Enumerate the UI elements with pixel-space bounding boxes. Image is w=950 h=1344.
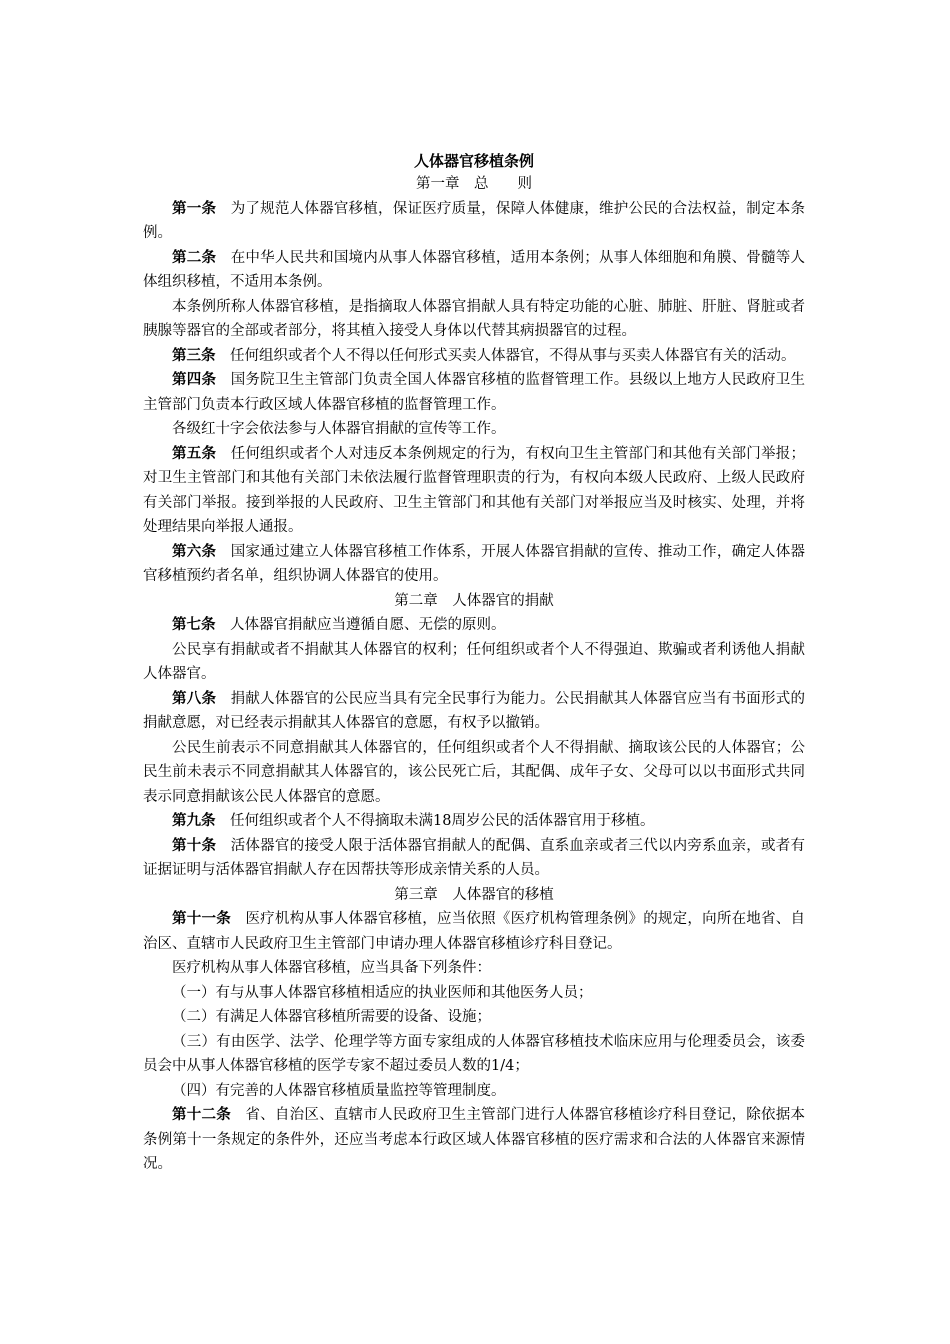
article-paragraph [143,834,805,883]
article-paragraph [143,540,805,589]
article-text: 医疗机构从事人体器官移植，应当依照《医疗机构管理条例》的规定，向所在地省、自治区、直辖市人民政府卫生主管部门申请办理人体器官移植诊疗科目登记。 [143,911,806,952]
body-paragraph: （四）有完善的人体器官移植质量监控等管理制度。 [172,1082,506,1099]
body-paragraph: 本条例所称人体器官移植，是指摘取人体器官捐献人具有特定功能的心脏、肺脏、肝脏、肾脏或者胰腺等器官的全部或者部分，将其植入接受人身体以代替其病损器官的过程。 [143,298,805,339]
body-paragraph: （二）有满足人体器官移植所需要的设备、设施； [172,1009,491,1025]
chapter-heading: 第一章 总 则 [416,176,532,192]
body-paragraph: 医疗机构从事人体器官移植，应当具备下列条件： [172,960,491,976]
article-text: 人体器官捐献应当遵循自愿、无偿的原则。 [230,617,506,633]
article-text: 为了规范人体器官移植，保证医疗质量，保障人体健康，维护公民的合法权益，制定本条例。 [143,200,806,241]
article-paragraph [143,197,805,246]
article-text: 省、自治区、直辖市人民政府卫生主管部门进行人体器官移植诊疗科目登记，除依据本条例第十一条规定的条件外，还应当考虑本行政区域人体器官移植的医疗需求和合法的人体器官来源情况。 [143,1107,806,1172]
article-label: 第九条 [172,812,216,829]
article-paragraph [143,442,805,540]
article-paragraph [143,907,805,956]
article-paragraph [143,809,805,834]
article-paragraph [143,687,805,736]
article-label: 第八条 [172,689,217,707]
body-paragraph: （三）有由医学、法学、伦理学等方面专家组成的人体器官移植技术临床应用与伦理委员会，该委员会中从事人体器官移植的医学专家不超过委员人数的1/4； [143,1033,805,1074]
document-title: 人体器官移植条例 [413,152,534,170]
article-label: 第十条 [172,836,217,854]
article-label: 第三条 [172,346,216,364]
article-label: 第五条 [172,444,217,462]
article-label: 第六条 [172,542,217,560]
article-label: 第十一条 [172,910,231,927]
document-body [143,172,805,1177]
article-text: 任何组织或者个人对违反本条例规定的行为，有权向卫生主管部门和其他有关部门举报；对卫生主管部门和其他有关部门未依法履行监督管理职责的行为，有权向本级人民政府、上级人民政府有关部门举报。接到举报的人民政府、卫生主管部门和其他有关部门对举报应当及时核实、处理，并将处理结果向举报人通报。 [143,445,806,535]
article-text: 活体器官的接受人限于活体器官捐献人的配偶、直系血亲或者三代以内旁系血亲，或者有证据证明与活体器官捐献人存在因帮扶等形成亲情关系的人员。 [143,837,806,878]
document-page [143,150,805,1177]
article-label: 第十二条 [172,1106,231,1123]
article-text: 国家通过建立人体器官移植工作体系，开展人体器官捐献的宣传、推动工作，确定人体器官移植预约者名单，组织协调人体器官的使用。 [143,543,806,584]
article-paragraph [143,1103,805,1177]
body-paragraph: 各级红十字会依法参与人体器官捐献的宣传等工作。 [172,421,506,437]
article-label: 第七条 [172,616,216,633]
article-paragraph [143,344,805,369]
body-paragraph: 公民享有捐献或者不捐献其人体器官的权利；任何组织或者个人不得强迫、欺骗或者利诱他人捐献人体器官。 [143,641,805,682]
article-text: 任何组织或者个人不得以任何形式买卖人体器官，不得从事与买卖人体器官有关的活动。 [230,347,796,364]
chapter-heading: 第三章 人体器官的移植 [394,886,554,903]
article-paragraph [143,368,805,417]
body-paragraph: （一）有与从事人体器官移植相适应的执业医师和其他医务人员； [172,984,593,1001]
article-text: 任何组织或者个人不得摘取未满18周岁公民的活体器官用于移植。 [230,813,655,829]
article-label: 第一条 [172,199,217,217]
chapter-heading: 第二章 人体器官的捐献 [394,592,554,609]
article-text: 国务院卫生主管部门负责全国人体器官移植的监督管理工作。县级以上地方人民政府卫生主管部门负责本行政区域人体器官移植的监督管理工作。 [143,372,806,413]
body-paragraph: 公民生前表示不同意捐献其人体器官的，任何组织或者个人不得捐献、摘取该公民的人体器官；公民生前未表示不同意捐献其人体器官的，该公民死亡后，其配偶、成年子女、父母可以以书面形式共同表示同意捐献该公民人体器官的意愿。 [143,739,805,805]
article-text: 在中华人民共和国境内从事人体器官移植，适用本条例；从事人体细胞和角膜、骨髓等人体组织移植，不适用本条例。 [143,249,806,290]
article-label: 第四条 [172,371,217,388]
article-text: 捐献人体器官的公民应当具有完全民事行为能力。公民捐献其人体器官应当有书面形式的捐献意愿，对已经表示捐献其人体器官的意愿，有权予以撤销。 [143,690,806,731]
article-paragraph [143,613,805,638]
article-paragraph [143,246,805,295]
article-label: 第二条 [172,248,217,266]
